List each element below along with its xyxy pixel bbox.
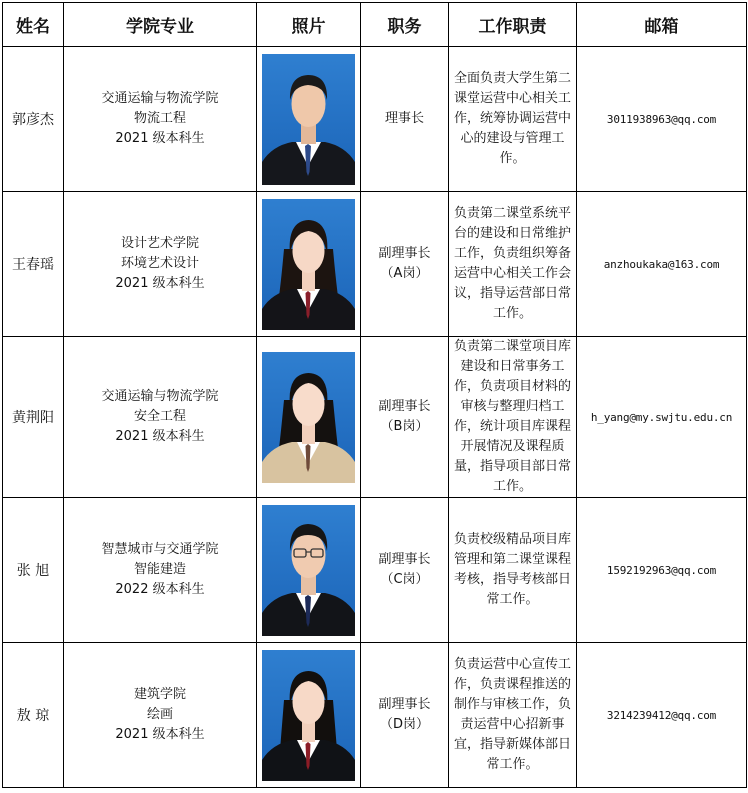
member-duties: 全面负责大学生第二课堂运营中心相关工作，统筹协调运营中心的建设与管理工作。 bbox=[449, 47, 577, 192]
member-email: anzhoukaka@163.com bbox=[577, 192, 747, 337]
male-portrait-photo bbox=[262, 54, 355, 185]
male-portrait-glasses-photo bbox=[262, 505, 355, 636]
member-position: 副理事长 bbox=[378, 552, 431, 567]
member-duties: 负责运营中心宣传工作，负责课程推送的制作与审核工作，负责运营中心招新事宜，指导新媒体部日常工作。 bbox=[449, 643, 577, 788]
member-photo-cell bbox=[257, 192, 361, 337]
member-position-cell bbox=[361, 47, 449, 192]
member-grade: 2021 级本科生 bbox=[115, 131, 205, 146]
member-major: 绘画 bbox=[146, 707, 173, 722]
header-row bbox=[3, 3, 747, 47]
member-college: 交通运输与物流学院 bbox=[101, 389, 219, 404]
staff-table bbox=[2, 2, 747, 788]
member-college-cell bbox=[64, 337, 257, 498]
table-row bbox=[3, 47, 747, 192]
member-college: 建筑学院 bbox=[133, 687, 186, 702]
member-name: 王春瑶 bbox=[3, 192, 64, 337]
member-email: h_yang@my.swjtu.edu.cn bbox=[577, 337, 747, 498]
member-major: 环境艺术设计 bbox=[120, 256, 199, 271]
table-row bbox=[3, 643, 747, 788]
member-college-cell bbox=[64, 643, 257, 788]
member-major: 智能建造 bbox=[133, 562, 186, 577]
member-position: 副理事长 bbox=[378, 399, 431, 414]
member-position-sub: （A岗） bbox=[380, 266, 429, 281]
table-row bbox=[3, 498, 747, 643]
header-photo: 照片 bbox=[257, 3, 361, 47]
member-name: 张 旭 bbox=[3, 498, 64, 643]
member-position: 理事长 bbox=[384, 111, 424, 126]
table-row bbox=[3, 337, 747, 498]
member-major: 物流工程 bbox=[133, 111, 186, 126]
member-grade: 2021 级本科生 bbox=[115, 276, 205, 291]
member-email: 3214239412@qq.com bbox=[577, 643, 747, 788]
member-grade: 2021 级本科生 bbox=[115, 429, 205, 444]
member-position-cell bbox=[361, 498, 449, 643]
header-email: 邮箱 bbox=[577, 3, 747, 47]
member-name: 敖 琼 bbox=[3, 643, 64, 788]
member-name: 郭彦杰 bbox=[3, 47, 64, 192]
member-position-cell bbox=[361, 192, 449, 337]
member-college-cell bbox=[64, 47, 257, 192]
member-position-sub: （C岗） bbox=[380, 572, 429, 587]
member-college-cell bbox=[64, 498, 257, 643]
member-duties: 负责第二课堂项目库建设和日常事务工作，负责项目材料的审核与整理归档工作，统计项目库课程开展情况及课程质量，指导项目部日常工作。 bbox=[449, 337, 577, 498]
member-college: 交通运输与物流学院 bbox=[101, 91, 219, 106]
member-email: 1592192963@qq.com bbox=[577, 498, 747, 643]
member-photo-cell bbox=[257, 337, 361, 498]
header-college: 学院专业 bbox=[64, 3, 257, 47]
member-college-cell bbox=[64, 192, 257, 337]
header-position: 职务 bbox=[361, 3, 449, 47]
member-photo-cell bbox=[257, 47, 361, 192]
member-position: 副理事长 bbox=[378, 246, 431, 261]
member-duties: 负责校级精品项目库管理和第二课堂课程考核，指导考核部日常工作。 bbox=[449, 498, 577, 643]
member-photo-cell bbox=[257, 643, 361, 788]
header-duties: 工作职责 bbox=[449, 3, 577, 47]
member-email: 3011938963@qq.com bbox=[577, 47, 747, 192]
member-position-cell bbox=[361, 337, 449, 498]
table-row bbox=[3, 192, 747, 337]
header-name: 姓名 bbox=[3, 3, 64, 47]
member-major: 安全工程 bbox=[133, 409, 186, 424]
member-college: 设计艺术学院 bbox=[120, 236, 199, 251]
female-portrait-photo bbox=[262, 352, 355, 483]
member-position-sub: （B岗） bbox=[380, 419, 429, 434]
member-duties: 负责第二课堂系统平台的建设和日常维护工作，负责组织筹备运营中心相关工作会议，指导运营部日常工作。 bbox=[449, 192, 577, 337]
member-photo-cell bbox=[257, 498, 361, 643]
member-position-cell bbox=[361, 643, 449, 788]
member-college: 智慧城市与交通学院 bbox=[101, 542, 219, 557]
member-position-sub: （D岗） bbox=[379, 717, 429, 732]
female-portrait-photo bbox=[262, 199, 355, 330]
female-portrait-photo bbox=[262, 650, 355, 781]
member-position: 副理事长 bbox=[378, 697, 431, 712]
member-name: 黄荆阳 bbox=[3, 337, 64, 498]
member-grade: 2022 级本科生 bbox=[115, 582, 205, 597]
member-grade: 2021 级本科生 bbox=[115, 727, 205, 742]
